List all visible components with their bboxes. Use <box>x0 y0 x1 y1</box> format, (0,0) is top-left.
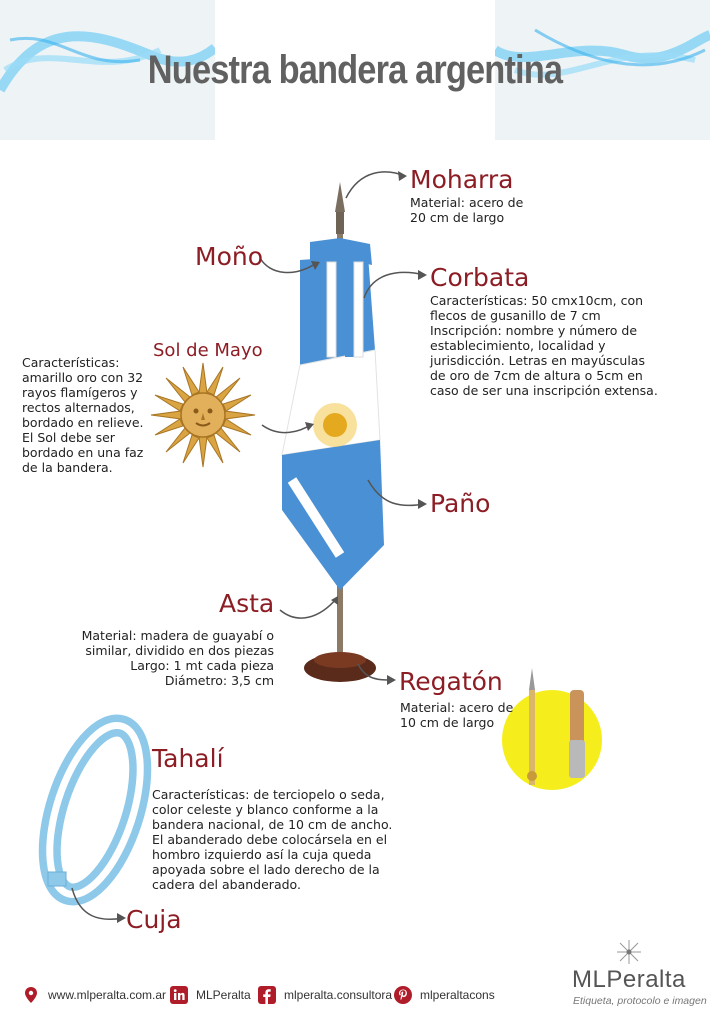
text-sol-de-mayo: Características: amarillo oro con 32 rayos flamígeros y rectos alternados, bordado en relieve. El Sol debe ser bordado en una faz de la bandera. <box>22 355 144 475</box>
label-asta: Asta <box>219 589 275 618</box>
tahali-sash-image <box>32 715 159 906</box>
footer-pinterest[interactable] <box>394 986 495 1004</box>
regaton-small-rod <box>529 690 535 785</box>
label-tahali: Tahalí <box>152 744 224 773</box>
facebook-icon <box>258 986 276 1004</box>
text-corbata: Características: 50 cmx10cm, con flecos de gusanillo de 7 cm Inscripción: nombre y número de establecimiento, localidad y jurisdicción. Letras en mayúsculas de oro de 7cm de altura o 5cm en caso de ser una inscripción extensa. <box>430 293 658 398</box>
label-regaton: Regatón <box>399 667 503 696</box>
brand-tagline: Etiqueta, protocolo e imagen <box>573 995 707 1007</box>
brand-name: MLPeralta <box>572 966 686 993</box>
label-corbata: Corbata <box>430 263 530 292</box>
text-regaton: Material: acero de 10 cm de largo <box>400 700 514 730</box>
label-moharra: Moharra <box>410 165 514 194</box>
arrow-asta <box>280 598 337 618</box>
footer-facebook[interactable] <box>258 986 392 1004</box>
label-cuja: Cuja <box>126 905 182 934</box>
text-asta: Material: madera de guayabí o similar, dividido en dos piezas Largo: 1 mt cada pieza Diámetro: 3,5 cm <box>81 628 274 688</box>
linkedin-icon <box>170 986 188 1004</box>
moharra-socket <box>336 212 344 234</box>
footer-website[interactable] <box>22 986 166 1004</box>
arrow-moharra <box>346 172 405 198</box>
sparkle-logo-icon <box>614 938 644 966</box>
website-link[interactable]: www.mlperalta.com.ar <box>48 988 167 1002</box>
page-title: Nuestra bandera argentina <box>147 48 563 92</box>
label-pano: Paño <box>430 489 491 518</box>
footer-linkedin[interactable] <box>170 986 251 1004</box>
linkedin-link[interactable]: MLPeralta <box>196 988 251 1002</box>
regaton-image <box>502 668 602 790</box>
pinterest-link[interactable]: mlperaltacons <box>420 988 495 1002</box>
flag-sun <box>313 403 357 447</box>
facebook-link[interactable]: mlperalta.consultora <box>284 988 393 1002</box>
text-moharra: Material: acero de 20 cm de largo <box>410 195 524 225</box>
sol-de-mayo-emblem <box>151 363 255 467</box>
location-pin-icon <box>22 986 40 1004</box>
text-tahali: Características: de terciopelo o seda, color celeste y blanco conforme a la bandera nacional, de 10 cm de ancho. El abanderado debe colocársela en el hombro izquierdo así la cuja queda apoyada sobre el lado derecho de la cadera del abanderado. <box>152 787 393 892</box>
moharra-tip <box>335 182 345 212</box>
pinterest-icon <box>394 986 412 1004</box>
arrow-corbata <box>364 272 425 298</box>
label-mono: Moño <box>195 242 264 271</box>
label-sol-de-mayo: Sol de Mayo <box>153 340 263 361</box>
